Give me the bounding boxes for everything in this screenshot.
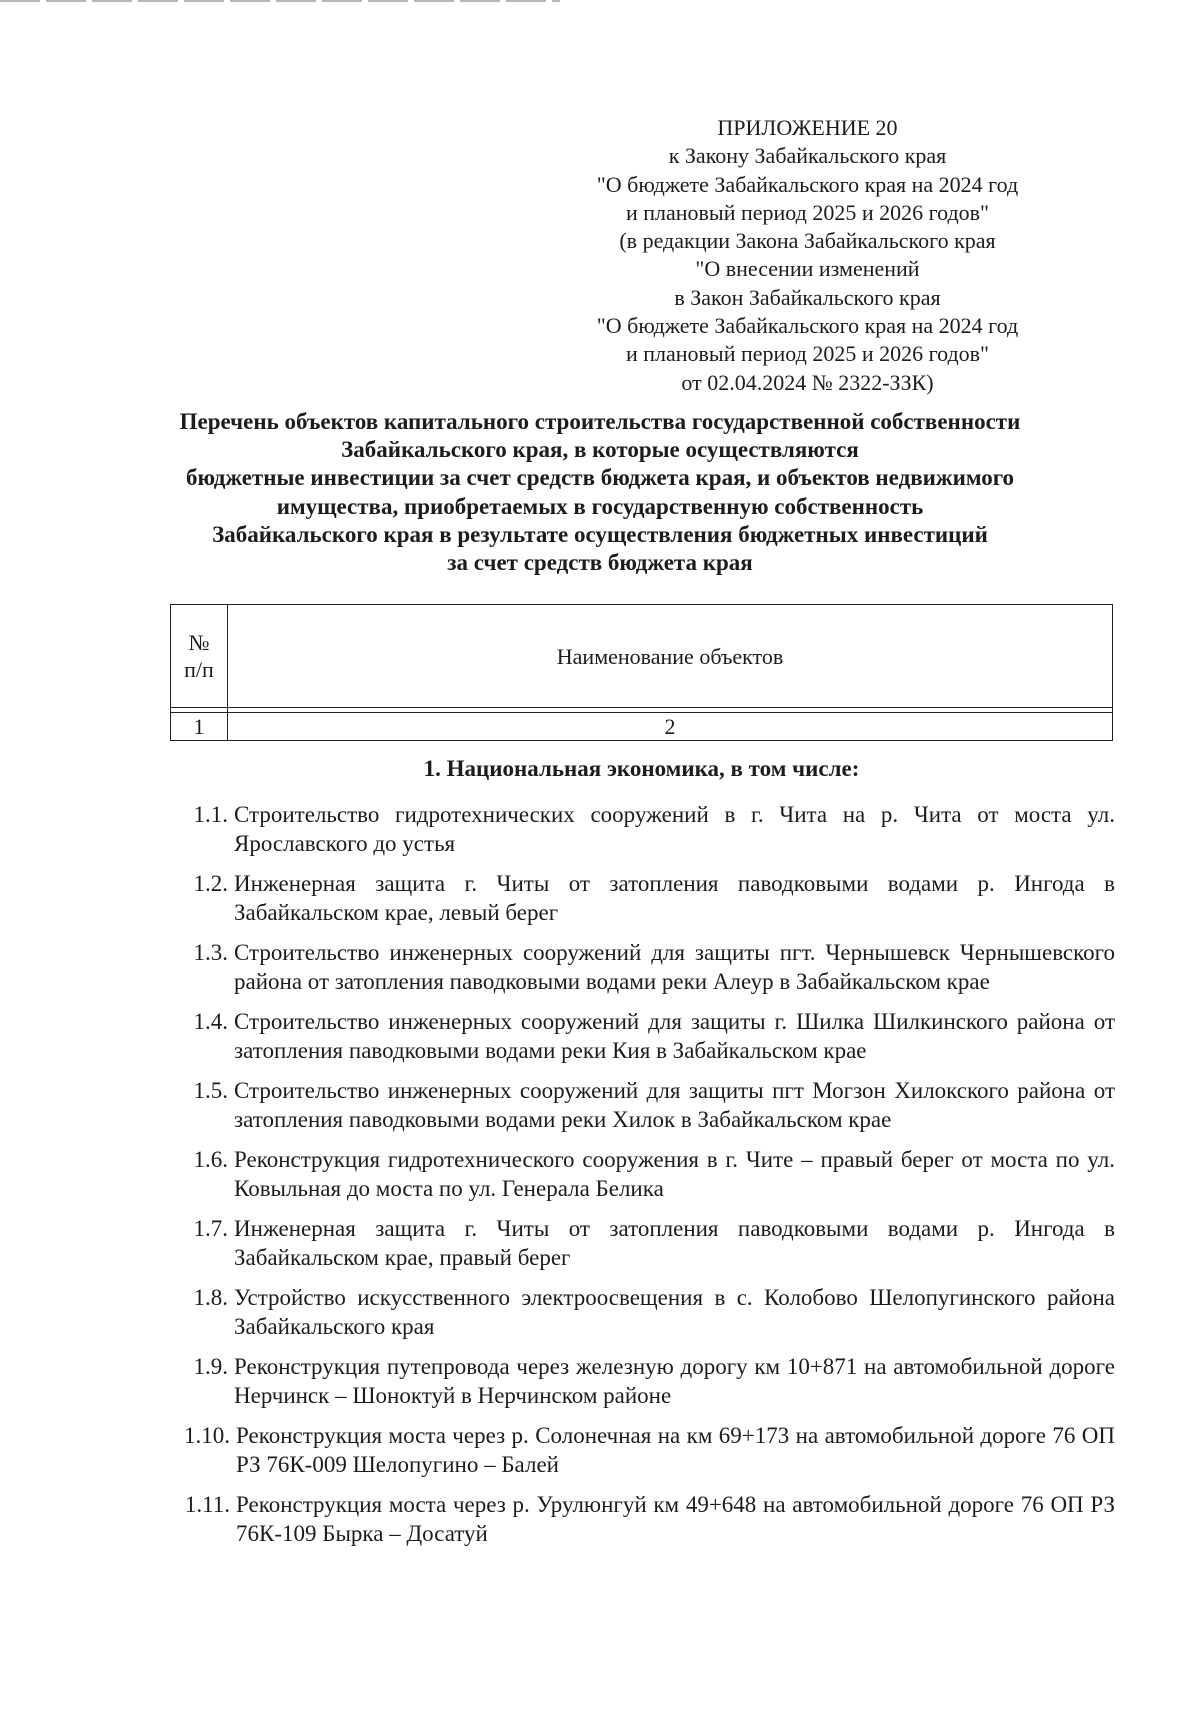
item-text: Реконструкция моста через р. Солонечная на км 69+173 на автомобильной дороге 76 ОП РЗ 76К-009 Шелопугино – Балей (236, 1423, 1115, 1477)
list-item (170, 1076, 1115, 1134)
appendix-line: от 02.04.2024 № 2322-ЗЗК) (681, 369, 934, 395)
col-name-header: Наименование объектов (228, 605, 1113, 708)
item-text: Строительство инженерных сооружений для защиты пгт Могзон Хилокского района от затопления паводковыми водами реки Хилок в Забайкальском крае (234, 1078, 1115, 1132)
list-item (170, 1283, 1115, 1341)
title-line: Перечень объектов капитального строительства государственной собственности (179, 409, 1021, 434)
list-item (170, 1145, 1115, 1203)
item-number: 1.4. (193, 1009, 228, 1034)
appendix-line: "О внесении изменений (695, 256, 920, 282)
col-number-header: № п/п (171, 605, 228, 708)
item-number: 1.2. (193, 871, 228, 896)
appendix-line: ПРИЛОЖЕНИЕ 20 (717, 115, 898, 140)
item-text: Инженерная защита г. Читы от затопления паводковыми водами р. Ингода в Забайкальском крае, правый берег (234, 1216, 1115, 1270)
objects-list (170, 800, 1115, 1559)
item-number: 1.6. (193, 1147, 228, 1172)
item-text: Устройство искусственного электроосвещения в с. Колобово Шелопугинского района Забайкальского края (234, 1285, 1115, 1339)
item-text: Реконструкция путепровода через железную дорогу км 10+871 на автомобильной дороге Нерчинск – Шоноктуй в Нерчинском районе (234, 1354, 1115, 1408)
title-line: бюджетные инвестиции за счет средств бюджета края, и объектов недвижимого (185, 465, 1015, 491)
appendix-line: и плановый период 2025 и 2026 годов" (625, 341, 990, 367)
appendix-line: "О бюджете Забайкальского края на 2024 год (596, 171, 1019, 197)
list-item (170, 1490, 1115, 1548)
list-item (170, 938, 1115, 996)
col-number-index: 1 (171, 713, 228, 741)
item-text: Инженерная защита г. Читы от затопления паводковыми водами р. Ингода в Забайкальском крае, левый берег (234, 871, 1115, 925)
item-number: 1.3. (193, 940, 228, 965)
item-number: 1.11. (184, 1492, 230, 1517)
document-title (150, 408, 1050, 577)
section-heading: 1. Национальная экономика, в том числе: (423, 756, 860, 781)
list-item (170, 869, 1115, 927)
item-text: Реконструкция гидротехнического сооружения в г. Чите – правый берег от моста по ул. Ковыльная до моста по ул. Генерала Белика (234, 1147, 1115, 1201)
item-number: 1.9. (193, 1354, 228, 1379)
title-line: Забайкальского края в результате осуществления бюджетных инвестиций (212, 521, 988, 547)
item-number: 1.7. (193, 1216, 228, 1241)
list-item (170, 1214, 1115, 1272)
list-item (170, 1421, 1115, 1479)
item-text: Строительство гидротехнических сооружений в г. Чита на р. Чита от моста ул. Ярославского до устья (234, 802, 1115, 856)
appendix-line: "О бюджете Забайкальского края на 2024 год (596, 313, 1019, 339)
item-number: 1.10. (184, 1423, 230, 1448)
appendix-line: и плановый период 2025 и 2026 годов" (625, 199, 990, 225)
header-row (171, 605, 1113, 708)
scan-edge-line (0, 0, 560, 2)
appendix-header (555, 114, 1060, 397)
title-line: имущества, приобретаемых в государственную собственность (276, 493, 924, 519)
appendix-line: в Закон Забайкальского края (674, 284, 941, 310)
item-number: 1.8. (193, 1285, 228, 1310)
header-table (170, 604, 1113, 741)
item-text: Реконструкция моста через р. Урулюнгуй км 49+648 на автомобильной дороге 76 ОП РЗ 76К-109 Бырка – Досатуй (236, 1492, 1115, 1546)
title-line: за счет средств бюджета края (447, 550, 753, 576)
col-name-index: 2 (228, 713, 1113, 741)
item-text: Строительство инженерных сооружений для защиты пгт. Чернышевск Чернышевского района от затопления паводковыми водами реки Алеур в Забайкальском крае (234, 940, 1115, 994)
appendix-line: к Закону Забайкальского края (668, 143, 947, 169)
list-item (170, 1007, 1115, 1065)
item-text: Строительство инженерных сооружений для защиты г. Шилка Шилкинского района от затопления паводковыми водами реки Кия в Забайкальском крае (234, 1009, 1115, 1063)
title-line: Забайкальского края, в которые осуществляются (341, 437, 859, 463)
column-number-row (171, 713, 1113, 741)
item-number: 1.1. (193, 802, 228, 827)
appendix-line: (в редакции Закона Забайкальского края (619, 228, 996, 254)
list-item (170, 1352, 1115, 1410)
item-number: 1.5. (193, 1078, 228, 1103)
list-item (170, 800, 1115, 858)
